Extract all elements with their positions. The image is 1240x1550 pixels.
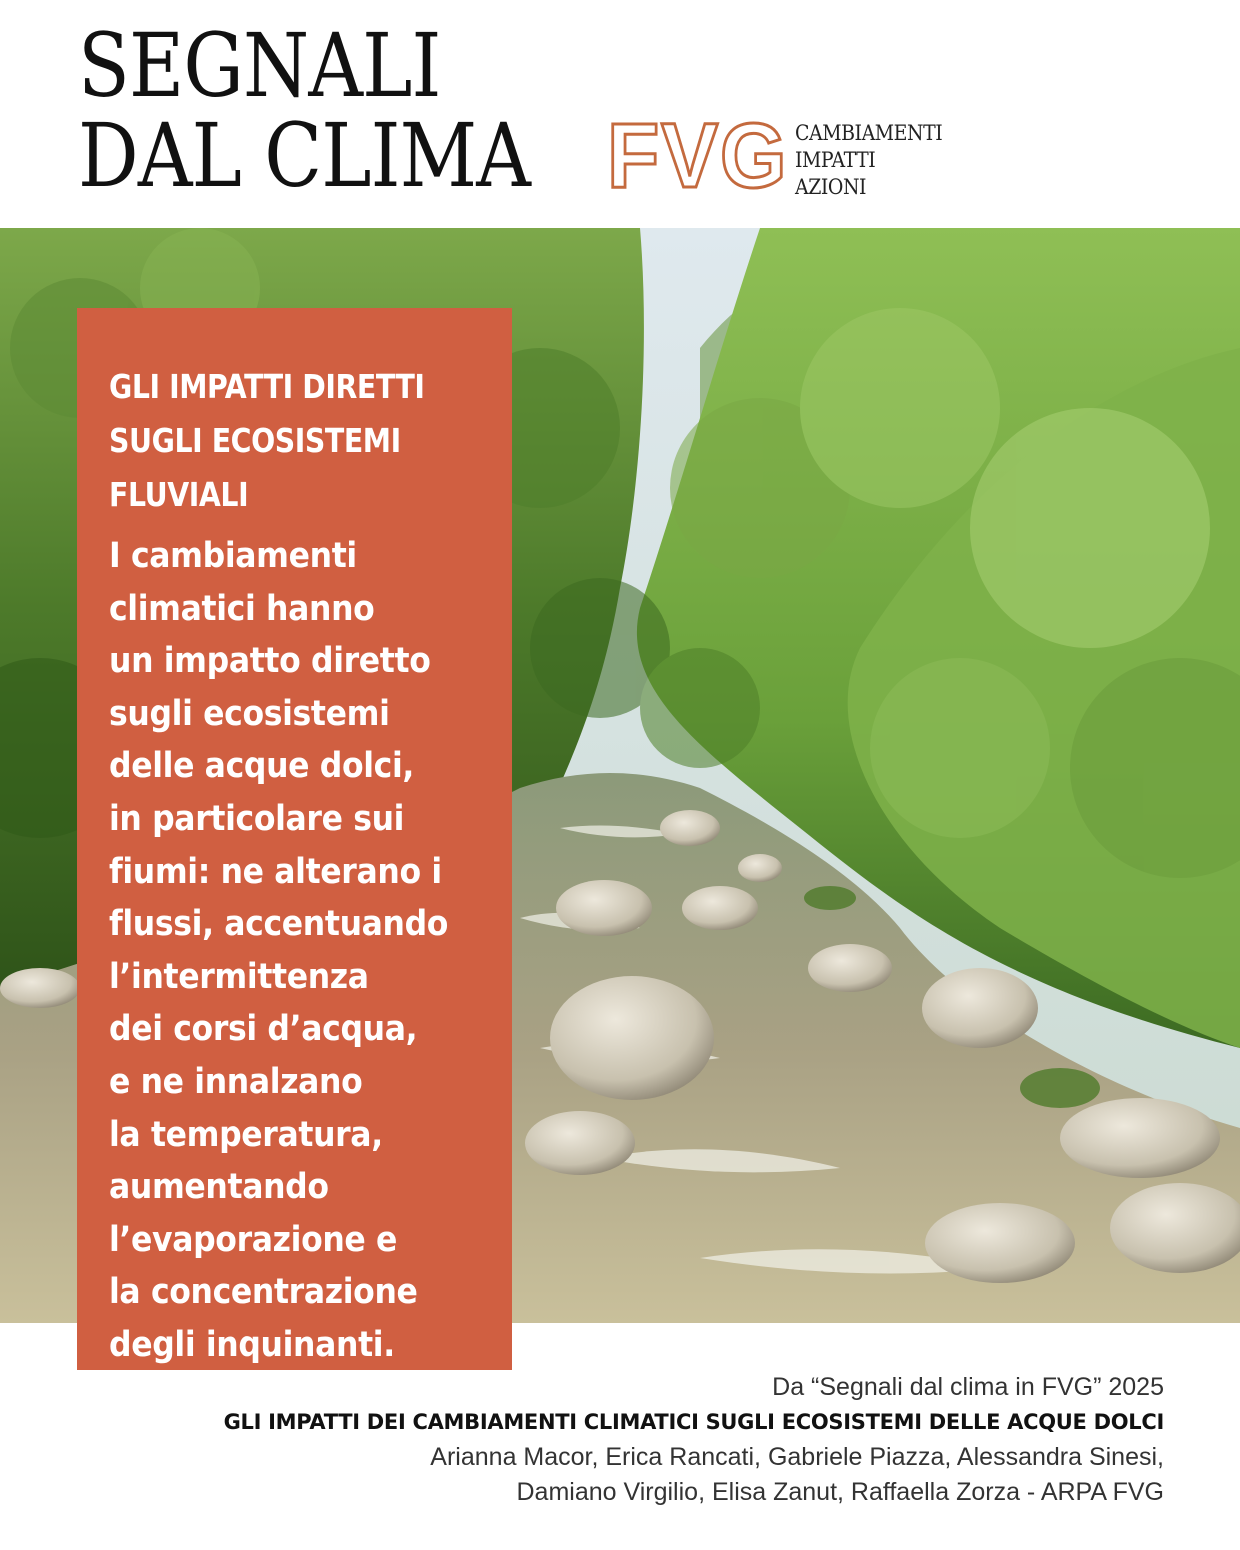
panel-heading [109,360,444,522]
panel-body-line: flussi, accentuando [109,904,449,945]
panel-body-line: delle acque dolci, [109,746,415,787]
tagline-item: IMPATTI [795,148,876,172]
panel-body-line: aumentando [109,1167,329,1208]
credit-title: GLI IMPATTI DEI CAMBIAMENTI CLIMATICI SUGLI ECOSISTEMI DELLE ACQUE DOLCI [223,1410,1164,1434]
panel-body-line: climatici hanno [109,588,375,629]
tagline-item: CAMBIAMENTI [795,121,943,145]
panel-body [109,530,469,1372]
region-badge: FVG [607,105,789,207]
credits [164,1370,1164,1510]
panel-body-line: in particolare sui [109,798,405,839]
masthead-title-line-1: SEGNALI [78,14,441,117]
panel-body-line: la concentrazione [109,1272,418,1313]
credit-authors: Damiano Virgilio, Elisa Zanut, Raffaella Zorza - ARPA FVG [516,1478,1164,1506]
panel-body-line: sugli ecosistemi [109,693,390,734]
panel-body-line: la temperatura, [109,1114,383,1155]
credit-source: Da “Segnali dal clima in FVG” 2025 [772,1373,1164,1401]
panel-body-line: dei corsi d’acqua, [109,1009,418,1050]
panel-body-line: un impatto diretto [109,641,431,682]
panel-heading-line: FLUVIALI [109,475,249,514]
masthead [0,0,1240,228]
panel-heading-line: GLI IMPATTI DIRETTI [109,367,425,406]
panel-body-line: e ne innalzano [109,1061,363,1102]
panel-heading-line: SUGLI ECOSISTEMI [109,421,401,460]
credit-authors: Arianna Macor, Erica Rancati, Gabriele Piazza, Alessandra Sinesi, [430,1443,1164,1471]
info-panel [77,308,512,1370]
panel-body-line: l’evaporazione e [109,1219,398,1260]
tagline-item: AZIONI [795,175,867,199]
panel-body-line: l’intermittenza [109,956,369,997]
masthead-title-line-2: DAL CLIMA [78,104,531,207]
tagline [795,120,959,201]
panel-body-line: fiumi: ne alterano i [109,851,442,892]
panel-body-line: I cambiamenti [109,536,357,576]
panel-body-line: degli inquinanti. [109,1324,395,1365]
